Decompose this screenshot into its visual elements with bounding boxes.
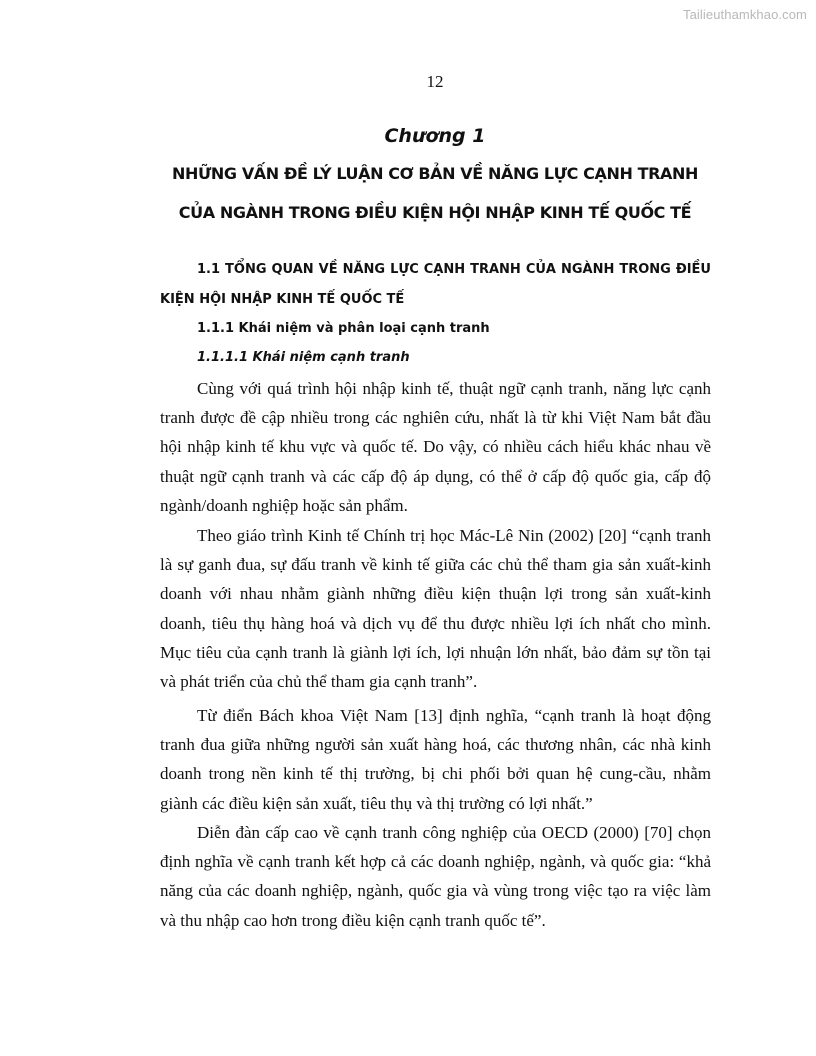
section-heading-line-2: KIỆN HỘI NHẬP KINH TẾ QUỐC TẾ [160, 292, 405, 307]
chapter-title-line-1: NHỮNG VẤN ĐỀ LÝ LUẬN CƠ BẢN VỀ NĂNG LỰC CẠNH TRANH [171, 164, 699, 183]
paragraph-2: Theo giáo trình Kinh tế Chính trị học Mác-Lê Nin (2002) [20] “cạnh tranh là sự ganh đua, sự đấu tranh về kinh tế giữa các chủ thể tham gia sản xuất-kinh doanh với nhau nhằm giành những điều kiện thuận lợi trong sản xuất-kinh doanh, tiêu thụ hàng hoá và dịch vụ để thu được nhiều lợi ích nhất cho mình. Mục tiêu của cạnh tranh là giành lợi ích, lợi nhuận lớn nhất, bảo đảm sự tồn tại và phát triển của chủ thể tham gia cạnh tranh”. [160, 526, 711, 692]
paragraph-1: Cùng với quá trình hội nhập kinh tế, thuật ngữ cạnh tranh, năng lực cạnh tranh được đề cập nhiều trong các nghiên cứu, nhất là từ khi Việt Nam bắt đầu hội nhập kinh tế khu vực và quốc tế. Do vậy, có nhiều cách hiểu khác nhau về thuật ngữ cạnh tranh và các cấp độ áp dụng, có thể ở cấp độ quốc gia, cấp độ ngành/doanh nghiệp hoặc sản phẩm. [160, 379, 711, 515]
subsection-heading: 1.1.1 Khái niệm và phân loại cạnh tranh [197, 321, 490, 336]
chapter-label: Chương 1 [384, 125, 486, 147]
page-number: 12 [426, 72, 444, 91]
watermark: Tailieuthamkhao.com [682, 7, 807, 22]
chapter-title-line-2: CỦA NGÀNH TRONG ĐIỀU KIỆN HỘI NHẬP KINH TẾ QUỐC TẾ [178, 203, 692, 222]
section-heading-line-1: 1.1 TỔNG QUAN VỀ NĂNG LỰC CẠNH TRANH CỦA NGÀNH TRONG ĐIỀU [197, 262, 711, 277]
paragraph-4: Diễn đàn cấp cao về cạnh tranh công nghiệp của OECD (2000) [70] chọn định nghĩa về cạnh tranh kết hợp cả các doanh nghiệp, ngành, và quốc gia: “khả năng của các doanh nghiệp, ngành, quốc gia và vùng trong việc tạo ra việc làm và thu nhập cao hơn trong điều kiện cạnh tranh quốc tế”. [160, 823, 711, 930]
paragraph-3: Từ điển Bách khoa Việt Nam [13] định nghĩa, “cạnh tranh là hoạt động tranh đua giữa những người sản xuất hàng hoá, các thương nhân, các nhà kinh doanh trong nền kinh tế thị trường, bị chi phối bởi quan hệ cung-cầu, nhằm giành các điều kiện sản xuất, tiêu thụ và thị trường có lợi nhất.” [160, 706, 711, 813]
subsubsection-heading: 1.1.1.1 Khái niệm cạnh tranh [197, 350, 410, 365]
